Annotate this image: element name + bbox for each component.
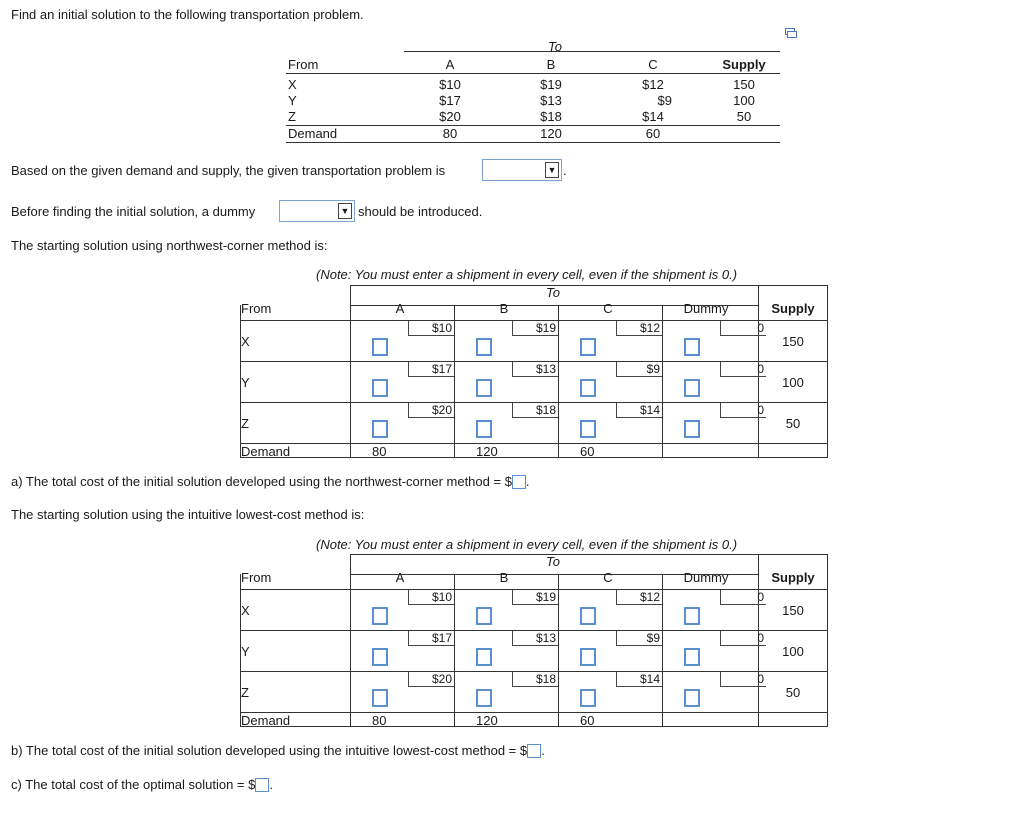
lc-note: (Note: You must enter a shipment in every cell, even if the shipment is 0.) — [316, 537, 738, 552]
shipment-input[interactable] — [476, 420, 492, 438]
nw-heading: The starting solution using northwest-corner method is: — [11, 238, 328, 253]
grid-line — [662, 574, 663, 727]
row-label-z: Z — [241, 416, 249, 431]
given-demand-rule-top — [286, 125, 780, 126]
given-supply-label: Supply — [722, 57, 766, 72]
column-header-c: C — [603, 570, 613, 585]
cost-cell: 0 — [720, 362, 766, 377]
cost-cell: 0 — [720, 672, 766, 687]
column-header-b: B — [499, 570, 509, 585]
dummy-question-prefix: Before finding the initial solution, a dummy — [11, 204, 256, 219]
shipment-input[interactable] — [580, 420, 596, 438]
grid-line — [558, 305, 559, 458]
cost-cell: $12 — [616, 590, 662, 605]
cost-cell: 0 — [720, 590, 766, 605]
cost-cell: $10 — [408, 321, 454, 336]
given-row-x: X $10 $19 $12 150 — [288, 77, 755, 92]
given-col-b: B — [546, 57, 556, 72]
cost-cell: $18 — [512, 672, 558, 687]
given-row-y: Y $17 $13 $9 100 — [288, 93, 755, 108]
shipment-input[interactable] — [372, 338, 388, 356]
demand-value: 120 — [476, 444, 498, 459]
from-label: From — [241, 301, 272, 316]
chevron-down-icon: ▼ — [545, 162, 559, 178]
cost-cell: $17 — [408, 631, 454, 646]
cost-cell: $12 — [616, 321, 662, 336]
cost-cell: 0 — [720, 631, 766, 646]
shipment-input[interactable] — [684, 648, 700, 666]
cost-cell: $9 — [616, 362, 662, 377]
supply-value: 100 — [782, 644, 804, 659]
supply-value: 150 — [782, 334, 804, 349]
given-from-label: From — [288, 57, 319, 72]
nw-solution-grid — [240, 285, 828, 458]
shipment-input[interactable] — [476, 338, 492, 356]
lc-heading: The starting solution using the intuitive lowest-cost method is: — [11, 507, 365, 522]
grid-line — [350, 554, 828, 555]
shipment-input[interactable] — [476, 648, 492, 666]
dummy-question-suffix: should be introduced. — [358, 204, 483, 219]
column-header-dummy: Dummy — [683, 301, 729, 316]
supply-value: 150 — [782, 603, 804, 618]
cost-cell: $17 — [408, 362, 454, 377]
shipment-input[interactable] — [372, 689, 388, 707]
grid-line — [454, 574, 455, 727]
column-header-dummy: Dummy — [683, 570, 729, 585]
question-b: b) The total cost of the initial solution developed using the intuitive lowest-cost method = $ . — [11, 743, 545, 758]
demand-value: 60 — [580, 444, 595, 459]
shipment-input[interactable] — [580, 379, 596, 397]
demand-label: Demand — [241, 713, 291, 728]
supply-header: Supply — [771, 301, 815, 316]
shipment-input[interactable] — [684, 420, 700, 438]
supply-header: Supply — [771, 570, 815, 585]
shipment-input[interactable] — [372, 648, 388, 666]
row-label-z: Z — [241, 685, 249, 700]
demand-value: 120 — [476, 713, 498, 728]
shipment-input[interactable] — [372, 379, 388, 397]
question-c: c) The total cost of the optimal solution = $ . — [11, 777, 273, 792]
cost-cell: 0 — [720, 403, 766, 418]
shipment-input[interactable] — [684, 379, 700, 397]
shipment-input[interactable] — [580, 689, 596, 707]
given-table — [286, 40, 780, 146]
grid-line — [240, 457, 828, 458]
supply-value: 100 — [782, 375, 804, 390]
row-label-y: Y — [241, 644, 250, 659]
shipment-input[interactable] — [580, 648, 596, 666]
cost-cell: $19 — [512, 321, 558, 336]
cost-cell: $19 — [512, 590, 558, 605]
cost-cell: 0 — [720, 321, 766, 336]
grid-line — [558, 574, 559, 727]
grid-line — [240, 726, 828, 727]
to-label: To — [546, 285, 560, 300]
answer-c-input[interactable] — [255, 778, 269, 792]
shipment-input[interactable] — [476, 607, 492, 625]
shipment-input[interactable] — [476, 689, 492, 707]
column-header-c: C — [603, 301, 613, 316]
given-col-a: A — [445, 57, 455, 72]
given-to-label: To — [548, 39, 562, 54]
balance-question: Based on the given demand and supply, the given transportation problem is — [11, 163, 446, 178]
shipment-input[interactable] — [684, 607, 700, 625]
grid-line — [662, 305, 663, 458]
dummy-dropdown[interactable] — [279, 200, 355, 222]
row-label-y: Y — [241, 375, 250, 390]
grid-line — [350, 285, 828, 286]
given-row-z: Z $20 $18 $14 50 — [288, 109, 752, 124]
cost-cell: $18 — [512, 403, 558, 418]
cost-cell: $13 — [512, 362, 558, 377]
cost-cell: $14 — [616, 403, 662, 418]
shipment-input[interactable] — [684, 689, 700, 707]
cost-cell: $20 — [408, 403, 454, 418]
shipment-input[interactable] — [476, 379, 492, 397]
given-top-rule — [404, 51, 780, 52]
row-label-x: X — [241, 334, 250, 349]
shipment-input[interactable] — [580, 607, 596, 625]
cost-cell: $9 — [616, 631, 662, 646]
shipment-input[interactable] — [372, 420, 388, 438]
demand-value: 80 — [372, 713, 387, 728]
balance-dropdown[interactable] — [482, 159, 562, 181]
cost-cell: $10 — [408, 590, 454, 605]
nw-note: (Note: You must enter a shipment in every cell, even if the shipment is 0.) — [316, 267, 738, 282]
given-col-c: C — [648, 57, 658, 72]
supply-value: 50 — [785, 416, 801, 431]
chevron-down-icon: ▼ — [338, 203, 352, 219]
demand-label: Demand — [241, 444, 291, 459]
from-label: From — [241, 570, 272, 585]
grid-line — [240, 712, 828, 713]
shipment-input[interactable] — [372, 607, 388, 625]
answer-a-input[interactable] — [512, 475, 526, 489]
column-header-b: B — [499, 301, 509, 316]
shipment-input[interactable] — [684, 338, 700, 356]
supply-value: 50 — [785, 685, 801, 700]
cost-cell: $14 — [616, 672, 662, 687]
cost-cell: $13 — [512, 631, 558, 646]
given-demand-row: Demand 80 120 60 — [288, 126, 661, 141]
demand-value: 80 — [372, 444, 387, 459]
column-header-a: A — [395, 570, 405, 585]
copy-icon[interactable] — [785, 26, 797, 36]
to-label: To — [546, 554, 560, 569]
answer-b-input[interactable] — [527, 744, 541, 758]
shipment-input[interactable] — [580, 338, 596, 356]
question-title: Find an initial solution to the following transportation problem. — [11, 7, 364, 22]
grid-line — [240, 443, 828, 444]
given-bottom-rule — [286, 142, 780, 143]
cost-cell: $20 — [408, 672, 454, 687]
row-label-x: X — [241, 603, 250, 618]
grid-line — [454, 305, 455, 458]
question-a: a) The total cost of the initial solution developed using the northwest-corner method = $ . — [11, 474, 530, 489]
given-header-rule — [286, 73, 780, 74]
column-header-a: A — [395, 301, 405, 316]
lc-solution-grid — [240, 554, 828, 727]
demand-value: 60 — [580, 713, 595, 728]
